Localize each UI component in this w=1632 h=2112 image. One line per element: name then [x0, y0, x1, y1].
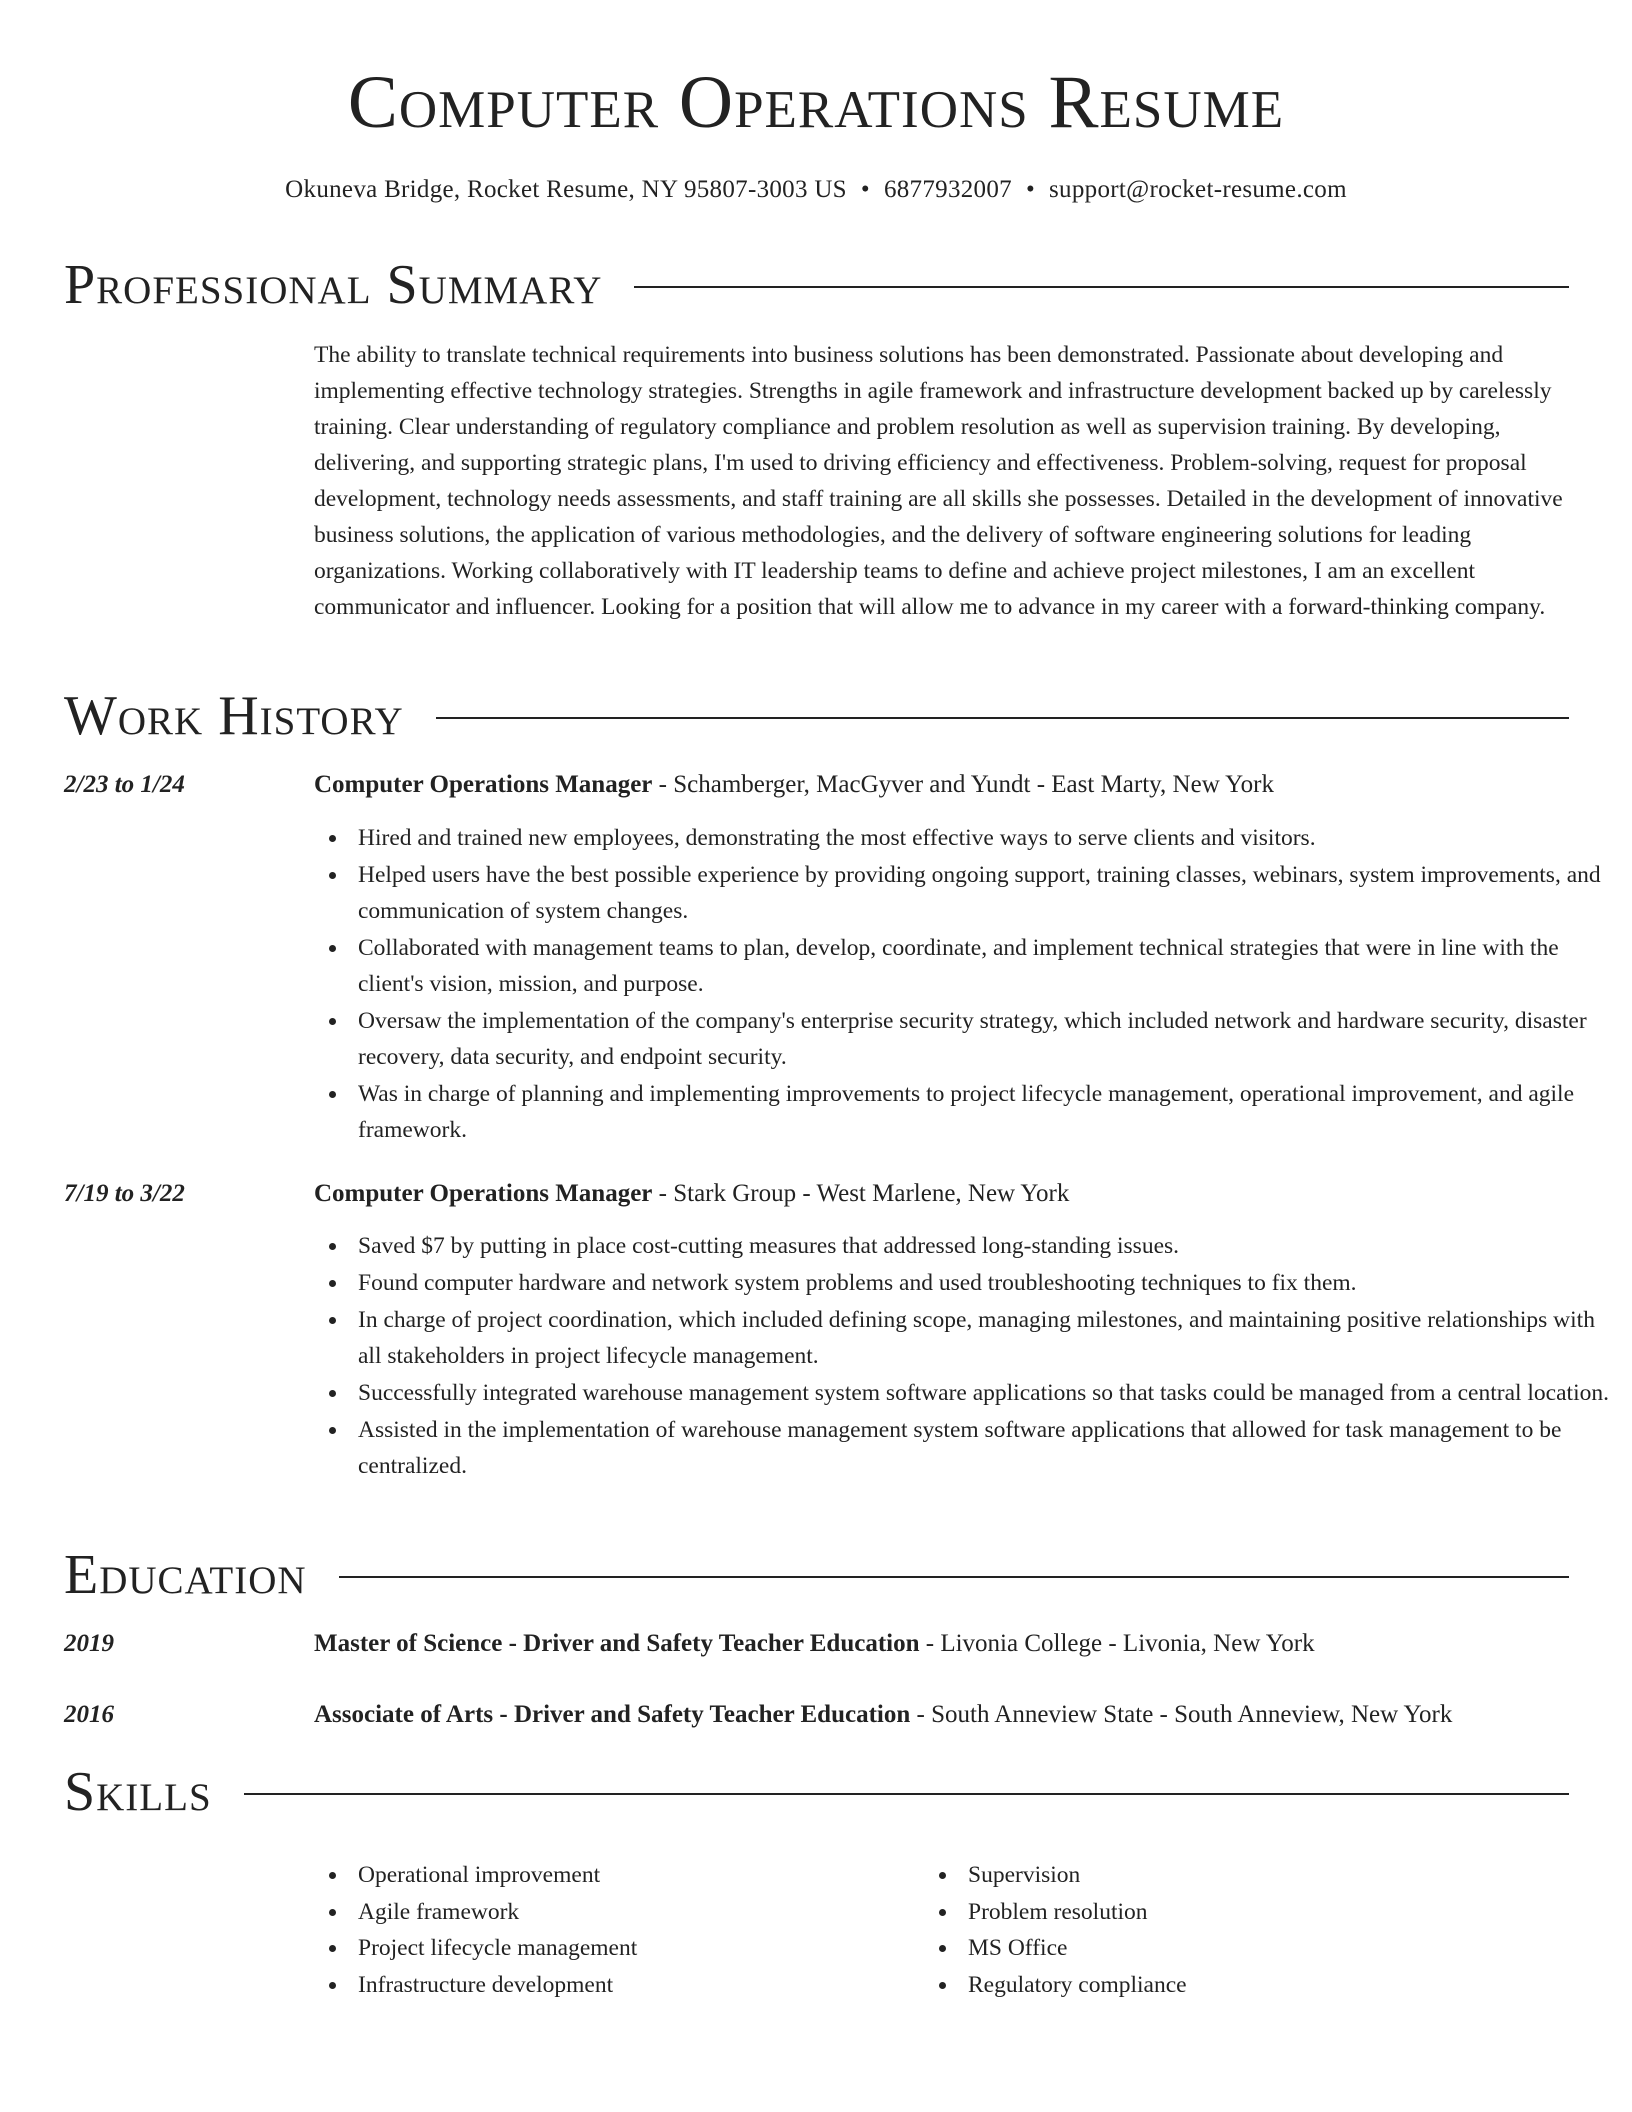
job-bullet: In charge of project coordination, which included defining scope, managing milestones, and maintaining positive relationships with all stakeholders in project lifecycle management. — [358, 1302, 1616, 1374]
job-bullet: Found computer hardware and network system problems and used troubleshooting techniques to fix them. — [358, 1265, 1616, 1301]
skill-item: Operational improvement — [358, 1857, 637, 1894]
summary-section-header — [64, 250, 1569, 320]
job-bullet: Oversaw the implementation of the company's enterprise security strategy, which included network and hardware security, disaster recovery, data security, and endpoint security. — [358, 1003, 1616, 1075]
summary-text: The ability to translate technical requirements into business solutions has been demonstrated. Passionate about developing and implementing effective technology strategies. Strengths in agile framework and infrastructure development backed up by carelessly training. Clear understanding of regulatory compliance and problem resolution as well as supervision training. By developing, delivering, and supporting strategic plans, I'm used to driving efficiency and effectiveness. Problem-solving, request for proposal development, technology needs assessments, and staff training are all skills she possesses. Detailed in the development of innovative business solutions, the application of various methodologies, and the delivery of software engineering solutions for leading organizations. Working collaboratively with IT leadership teams to define and achieve project milestones, I am an excellent communicator and influencer. Looking for a position that will allow me to advance in my career with a forward-thinking company. — [314, 342, 1563, 620]
resume-title: Computer Operations Resume — [347, 61, 1285, 144]
job-bullet-list — [314, 1228, 1616, 1485]
skill-item: MS Office — [968, 1930, 1187, 1967]
job-bullet: Saved $7 by putting in place cost-cutting measures that addressed long-standing issues. — [358, 1228, 1616, 1264]
skill-item: Supervision — [968, 1857, 1187, 1894]
job-role: Computer Operations Manager — [314, 771, 653, 798]
education-year: 2016 — [64, 1701, 114, 1728]
skills-list-right — [924, 1857, 1187, 2004]
section-divider — [436, 717, 1569, 719]
skills-section-title: Skills — [64, 1761, 212, 1823]
contact-line — [0, 174, 1632, 206]
job-details: - Schamberger, MacGyver and Yundt - East Marty, New York — [652, 771, 1274, 798]
education-section-title: Education — [64, 1544, 307, 1606]
job-role: Computer Operations Manager — [314, 1180, 653, 1207]
contact-separator: • — [1025, 176, 1036, 203]
job-bullet: Assisted in the implementation of warehouse management system software applications that allowed for task management to be centralized. — [358, 1412, 1616, 1484]
skill-item: Regulatory compliance — [968, 1967, 1187, 2004]
section-divider — [634, 286, 1569, 288]
job-dates: 7/19 to 3/22 — [64, 1180, 185, 1207]
summary-section-title: Professional Summary — [64, 254, 603, 316]
job-heading — [314, 767, 1574, 803]
job-bullet: Collaborated with management teams to plan, develop, coordinate, and implement technical strategies that were in line with the client's vision, mission, and purpose. — [358, 930, 1616, 1002]
skill-item: Problem resolution — [968, 1894, 1187, 1931]
work-section-title: Work History — [64, 685, 404, 747]
education-degree: Associate of Arts - Driver and Safety Teacher Education — [314, 1701, 911, 1728]
education-details: - Livonia College - Livonia, New York — [919, 1630, 1315, 1657]
contact-email: support@rocket-resume.com — [1049, 176, 1347, 203]
job-bullet: Successfully integrated warehouse management system software applications so that tasks could be managed from a central location. — [358, 1375, 1616, 1411]
contact-separator: • — [860, 176, 870, 203]
education-details: - South Anneview State - South Anneview, New York — [910, 1701, 1453, 1728]
skill-item: Infrastructure development — [358, 1967, 637, 2004]
job-bullet-list — [314, 820, 1616, 1149]
job-details: - Stark Group - West Marlene, New York — [652, 1180, 1070, 1207]
skills-section-header — [64, 1757, 1569, 1827]
education-section-header — [64, 1540, 1569, 1610]
contact-address: Okuneva Bridge, Rocket Resume, NY 95807-3003 US — [285, 176, 847, 203]
skills-list-left — [314, 1857, 637, 2004]
job-dates: 2/23 to 1/24 — [64, 771, 185, 798]
job-bullet: Helped users have the best possible experience by providing ongoing support, training classes, webinars, system improvements, and communication of system changes. — [358, 857, 1616, 929]
job-bullet: Was in charge of planning and implementing improvements to project lifecycle management, operational improvement, and agile framework. — [358, 1076, 1616, 1148]
education-degree: Master of Science - Driver and Safety Teacher Education — [314, 1630, 920, 1657]
education-heading — [314, 1697, 1574, 1733]
section-divider — [244, 1793, 1569, 1795]
education-year: 2019 — [64, 1630, 114, 1657]
job-bullet: Hired and trained new employees, demonstrating the most effective ways to serve clients and visitors. — [358, 820, 1616, 856]
education-heading — [314, 1626, 1574, 1662]
skill-item: Project lifecycle management — [358, 1930, 637, 1967]
section-divider — [339, 1576, 1569, 1578]
job-heading — [314, 1176, 1574, 1212]
work-section-header — [64, 681, 1569, 751]
contact-phone: 6877932007 — [883, 176, 1012, 203]
skill-item: Agile framework — [358, 1894, 637, 1931]
